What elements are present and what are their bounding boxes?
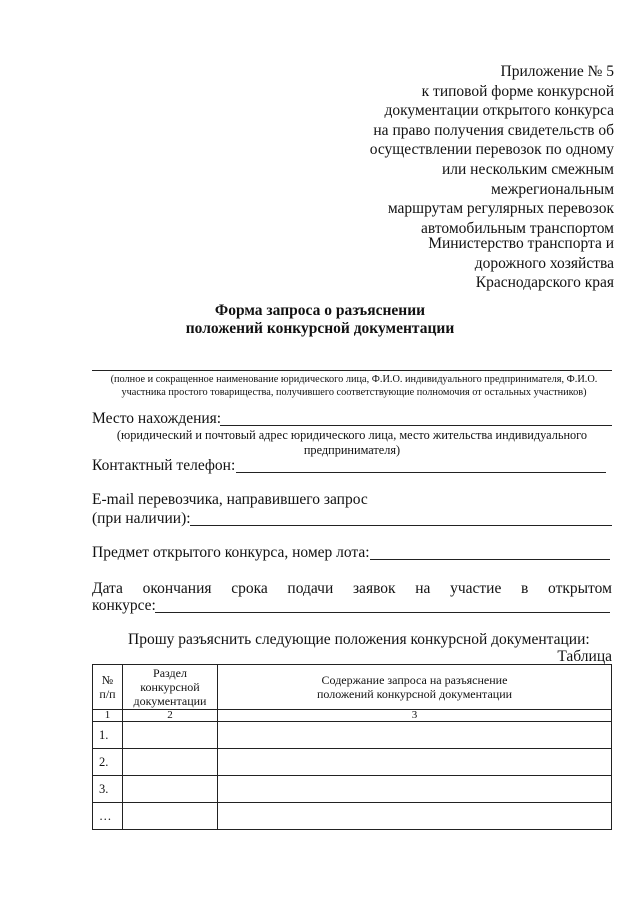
deadline-word: окончания — [142, 580, 212, 597]
subject-field[interactable] — [370, 559, 610, 560]
addressee-line: дорожного хозяйства — [474, 254, 614, 272]
annex-header — [284, 62, 614, 238]
deadline-field[interactable] — [155, 612, 610, 613]
email-label-note: (при наличии): — [92, 510, 191, 527]
annex-line: маршрутам регулярных перевозок — [387, 200, 614, 218]
caption-line: (юридический и почтовый адрес юридического лица, место жительства индивидуального — [116, 428, 588, 442]
column-number: 2 — [123, 710, 218, 722]
header-text: Раздел — [153, 666, 187, 680]
column-number: 3 — [218, 710, 612, 722]
deadline-label — [92, 580, 612, 598]
table-row — [93, 803, 612, 830]
annex-line: автомобильным транспортом — [421, 219, 614, 237]
annex-line: осуществлении перевозок по одному — [369, 141, 614, 159]
addressee-block — [284, 234, 614, 293]
section-cell[interactable] — [123, 749, 218, 776]
phone-label: Контактный телефон: — [92, 457, 236, 474]
header-text: положений конкурсной документации — [316, 687, 513, 701]
annex-line: на право получения свидетельств об — [373, 121, 614, 139]
caption-line: предпринимателя) — [303, 442, 401, 457]
table-label: Таблица — [557, 648, 612, 665]
annex-line: межрегиональным — [490, 180, 614, 198]
deadline-label-line2: конкурсе: — [92, 597, 156, 614]
deadline-word: Дата — [92, 580, 123, 597]
section-cell[interactable] — [123, 722, 218, 749]
row-number: … — [93, 803, 123, 830]
location-field[interactable] — [220, 425, 612, 426]
table-row — [93, 749, 612, 776]
annex-line: документации открытого конкурса — [384, 102, 614, 120]
deadline-word: на — [415, 580, 431, 597]
form-title-line: положений конкурсной документации — [185, 320, 455, 337]
request-text: Прошу разъяснить следующие положения конкурсной документации: — [128, 631, 590, 648]
deadline-word: открытом — [548, 580, 612, 597]
header-text: № — [101, 673, 114, 687]
form-title — [0, 302, 640, 338]
header-number — [93, 665, 123, 710]
header-text: п/п — [99, 687, 116, 701]
applicant-name-field[interactable] — [92, 370, 612, 371]
addressee-line: Министерство транспорта и — [428, 235, 614, 252]
annex-line: или нескольким смежным — [441, 160, 614, 178]
form-title-line: Форма запроса о разъяснении — [214, 302, 426, 319]
column-number: 1 — [93, 710, 123, 722]
annex-line: к типовой форме конкурсной — [421, 82, 614, 100]
row-number: 2. — [93, 749, 123, 776]
table-row — [93, 776, 612, 803]
subject-label: Предмет открытого конкурса, номер лота: — [92, 544, 370, 561]
email-label: E-mail перевозчика, направившего запрос — [92, 491, 368, 508]
deadline-word: в — [521, 580, 529, 597]
deadline-word: подачи — [287, 580, 334, 597]
caption-line: (полное и сокращенное наименование юридического лица, Ф.И.О. индивидуального предпринимателя, Ф.И.О. — [110, 374, 598, 385]
addressee-line: Краснодарского края — [475, 274, 614, 292]
deadline-word: срока — [231, 580, 268, 597]
row-number: 3. — [93, 776, 123, 803]
annex-line: Приложение № 5 — [500, 63, 614, 80]
section-cell[interactable] — [123, 803, 218, 830]
caption-line: участника простого товарищества, получившего соответствующие полномочия от остальных участников) — [121, 386, 587, 398]
phone-field[interactable] — [236, 472, 606, 473]
header-content — [218, 665, 612, 710]
header-text: документации — [133, 694, 207, 708]
content-cell[interactable] — [218, 749, 612, 776]
content-cell[interactable] — [218, 803, 612, 830]
content-cell[interactable] — [218, 776, 612, 803]
section-cell[interactable] — [123, 776, 218, 803]
table-header-row — [93, 665, 612, 710]
header-text: Содержание запроса на разъяснение — [321, 673, 508, 687]
location-label: Место нахождения: — [92, 410, 222, 427]
applicant-name-caption — [86, 374, 622, 399]
request-table — [92, 664, 612, 830]
deadline-word: участие — [450, 580, 502, 597]
column-number-row — [93, 710, 612, 722]
row-number: 1. — [93, 722, 123, 749]
content-cell[interactable] — [218, 722, 612, 749]
location-caption — [92, 428, 612, 457]
email-field[interactable] — [190, 525, 612, 526]
header-section — [123, 665, 218, 710]
deadline-word: заявок — [352, 580, 396, 597]
header-text: конкурсной — [140, 680, 200, 694]
table-row — [93, 722, 612, 749]
